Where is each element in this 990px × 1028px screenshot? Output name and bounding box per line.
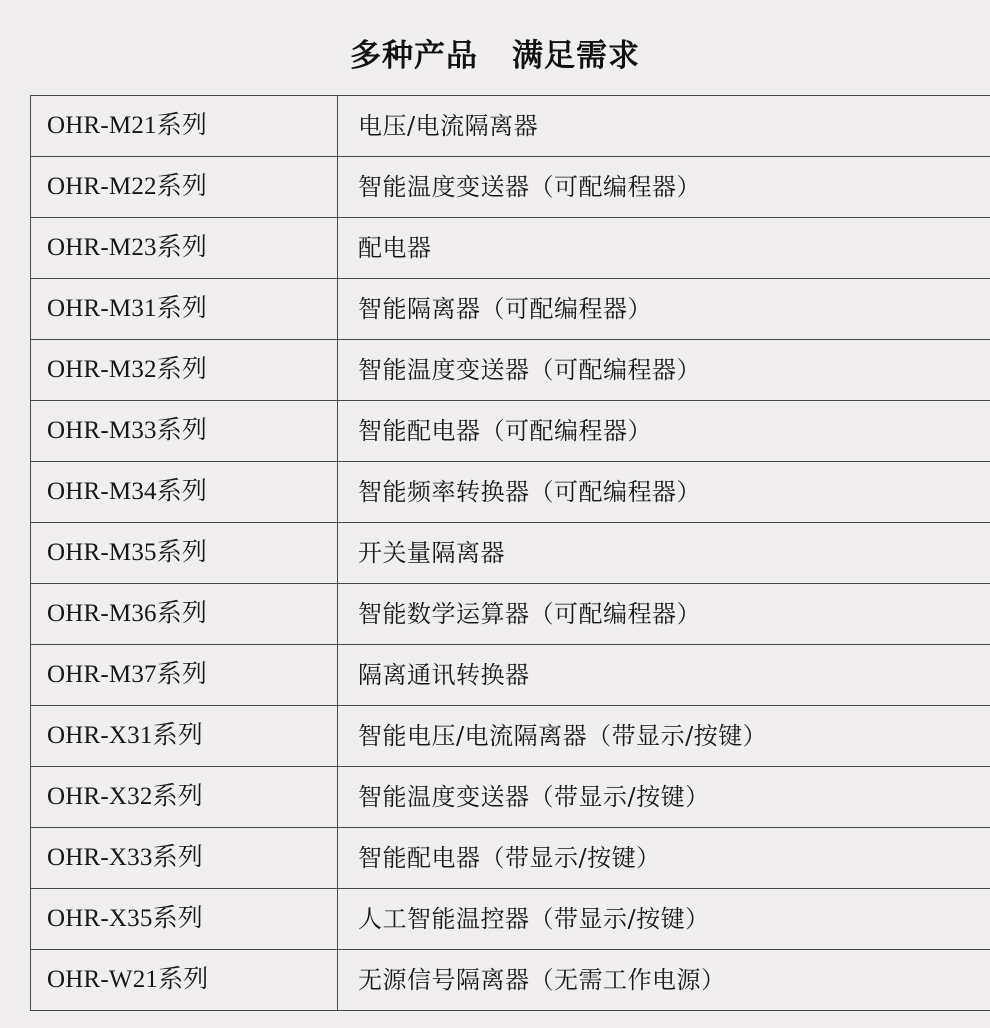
product-description-cell: 智能频率转换器（可配编程器） [338,462,990,523]
product-description-cell: 智能数学运算器（可配编程器） [338,584,990,645]
product-description-cell: 隔离通讯转换器 [338,645,990,706]
table-row [31,950,990,1011]
product-code-cell: OHR-M36系列 [31,584,338,645]
product-code-cell: OHR-M23系列 [31,218,338,279]
page-title-right: 满足需求 [512,38,640,74]
table-row [31,218,990,279]
product-description-cell: 智能隔离器（可配编程器） [338,279,990,340]
product-description-cell: 智能温度变送器（可配编程器） [338,340,990,401]
product-code-cell: OHR-X35系列 [31,889,338,950]
table-row [31,462,990,523]
product-code-cell: OHR-X32系列 [31,767,338,828]
table-row [31,767,990,828]
table-row [31,645,990,706]
product-table-wrapper [30,95,960,1011]
product-description-cell: 开关量隔离器 [338,523,990,584]
product-description-cell: 智能温度变送器（可配编程器） [338,157,990,218]
table-row [31,157,990,218]
product-code-cell: OHR-M22系列 [31,157,338,218]
table-row [31,340,990,401]
product-description-cell: 智能配电器（可配编程器） [338,401,990,462]
product-code-cell: OHR-X33系列 [31,828,338,889]
product-code-cell: OHR-M21系列 [31,96,338,157]
product-code-cell: OHR-M37系列 [31,645,338,706]
page-title [0,0,990,95]
product-code-cell: OHR-M32系列 [31,340,338,401]
table-row [31,96,990,157]
product-description-cell: 电压/电流隔离器 [338,96,990,157]
table-row [31,523,990,584]
product-code-cell: OHR-W21系列 [31,950,338,1011]
table-row [31,584,990,645]
product-code-cell: OHR-M33系列 [31,401,338,462]
table-row [31,889,990,950]
product-code-cell: OHR-M34系列 [31,462,338,523]
table-row [31,828,990,889]
product-description-cell: 智能电压/电流隔离器（带显示/按键） [338,706,990,767]
table-row [31,279,990,340]
product-code-cell: OHR-X31系列 [31,706,338,767]
product-description-cell: 配电器 [338,218,990,279]
product-code-cell: OHR-M35系列 [31,523,338,584]
table-row [31,401,990,462]
table-row [31,706,990,767]
product-code-cell: OHR-M31系列 [31,279,338,340]
product-table-body [31,96,990,1011]
product-description-cell: 智能配电器（带显示/按键） [338,828,990,889]
product-description-cell: 无源信号隔离器（无需工作电源） [338,950,990,1011]
product-description-cell: 人工智能温控器（带显示/按键） [338,889,990,950]
page-title-left: 多种产品 [350,38,478,74]
product-table [30,95,990,1011]
product-description-cell: 智能温度变送器（带显示/按键） [338,767,990,828]
